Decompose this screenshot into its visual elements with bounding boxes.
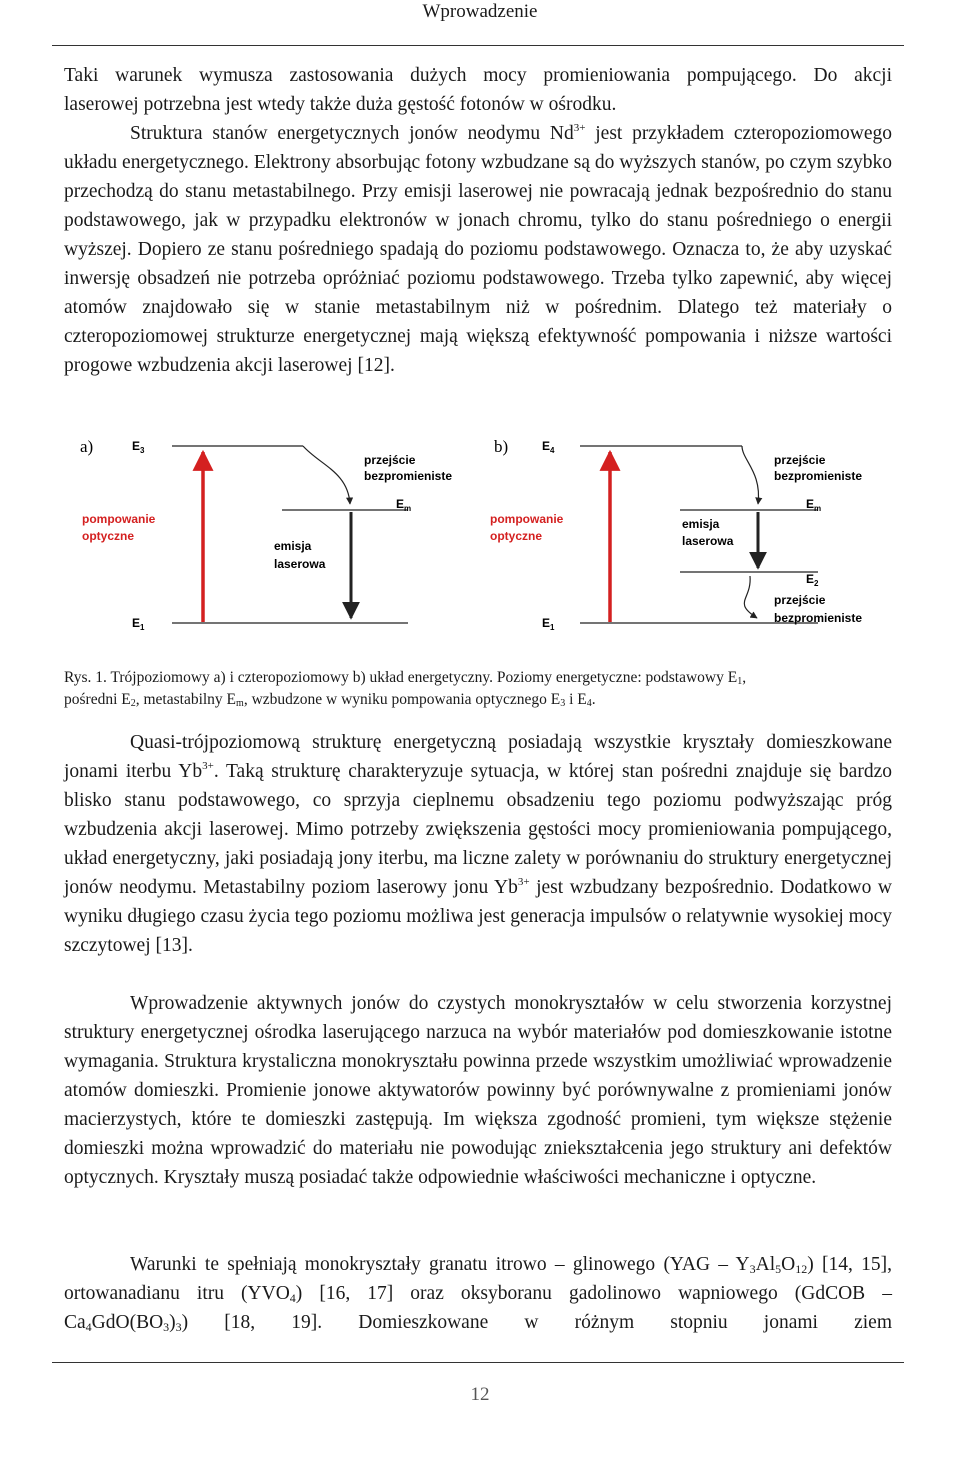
- nonradiative-label-b-2: bezpromieniste: [774, 469, 863, 483]
- pump-label-a-2: optyczne: [82, 529, 135, 543]
- paragraph-3: Quasi-trójpoziomową strukturę energetyczną posiadają wszystkie kryształy domieszkowane jonami iterbu $Yb^{3+}$. Taką strukturę charakteryzuje sytuacja, w której stan pośredni znajduje się bardzo blisko stanu podstawowego, co sprzyja cieplnemu obsadzeniu tego poziomu podwyższając próg wzbudzenia akcji laserowej. Mimo potrzeby zwiększenia gęstości mocy promieniowania pompującego, układ energetyczny, jaki posiadają jony iterbu, ma liczne zalety w porównaniu do struktury energetycznej jonów neodymu. Metastabilny poziom laserowy jonu $Yb^{3+}$ jest wzbudzany bezpośrednio. Dodatkowo w wyniku długiego czasu życia tego poziomu możliwa jest generacja impulsów o relatywnie wysokiej mocy szczytowej [13].: [64, 732, 892, 956]
- emission-label-a-2: laserowa: [274, 557, 326, 571]
- level-e1-label-b: $E_1$: [542, 616, 555, 632]
- paragraph-1: [64, 61, 892, 119]
- nonradiative-label-b-1: przejście: [774, 453, 826, 467]
- paragraph-2: Struktura stanów energetycznych jonów neodymu $Nd^{3+}$ jest przykładem czteropoziomowego układu energetycznego. Elektrony absorbując fotony wzbudzane są do wyższych stanów, po czym szybko przechodzą do stanu metastabilnego. Przy emisji laserowej nie powracają jednak bezpośrednio do stanu podstawowego, jak w przypadku elektronów w jonach chromu, tylko do stanu pośredniego o energii wyższej. Dopiero ze stanu pośredniego spadają do poziomu podstawowego. Oznacza to, że aby uzyskać inwersję obsadzeń nie potrzeba opróżniać poziomu podstawowego. Trzeba tylko zapewnić, aby więcej atomów znajdowało się w stanie metastabilnym niż w pośrednim. Dlatego też materiały o czteropoziomowej strukturze energetycznej mają większą efektywność pompowania i niższe wartości progowe wzbudzenia akcji laserowej [12].: [64, 122, 892, 376]
- diagram-b: [490, 437, 862, 632]
- page-number: 12: [470, 1384, 490, 1405]
- emission-label-b-2: laserowa: [682, 534, 734, 548]
- paragraph-1-line-2: laserowej potrzebna jest wtedy także duża gęstość fotonów w ośrodku.: [64, 94, 617, 115]
- running-header: Wprowadzenie: [422, 1, 538, 22]
- paragraph-1-line-1: Taki warunek wymusza zastosowania dużych mocy promieniowania pompującego. Do akcji: [64, 65, 892, 86]
- emission-label-a-1: emisja: [274, 539, 312, 553]
- energy-level-figure: [0, 430, 960, 650]
- paragraph-5: Warunki te spełniają monokryształy granatu itrowo – glinowego $(YAG - Y_3Al_5O_{12})$ [14, 15], ortowanadianu itru $(YVO_4)$ [16, 17] oraz oksyboranu gadolinowo wapniowego (GdCOB – $Ca_4GdO(BO_3)_3$) [18, 19]. Domieszkowane w różnym stopniu jonami ziem: [64, 1254, 892, 1334]
- diagram-b-label: b): [494, 437, 509, 456]
- pump-label-b-1: pompowanie: [490, 512, 564, 526]
- nonradiative-label-b-4: bezpromieniste: [774, 611, 863, 625]
- nonradiative-label-b-3: przejście: [774, 593, 826, 607]
- nonradiative-label-a-1: przejście: [364, 453, 416, 467]
- pump-label-a: pompowanie: [82, 512, 156, 526]
- diagram-a: [80, 437, 452, 632]
- nonradiative-arrow-b-upper: [742, 446, 759, 504]
- paragraph-4: Wprowadzenie aktywnych jonów do czystych monokryształów w celu stworzenia korzystnej struktury energetycznej ośrodka laserującego narzuca na wybór materiałów pod domieszkowanie istotne wymagania. Struktura krystaliczna monokryształu powinna przede wszystkim umożliwiać wprowadzenie atomów domieszki. Promienie jonowe aktywatorów powinny być porównywalne z promieniami jonów macierzystych, które te domieszki zastępują. Im większa zgodność promieni, tym większe stężenie domieszki można wprowadzić do materiału nie powodując zniekształcenia jego struktury ani defektów optycznych. Kryształy muszą posiadać także odpowiednie właściwości mechaniczne i optyczne.: [64, 993, 892, 1188]
- footer-rule: [52, 1362, 904, 1363]
- nonradiative-arrow-a: [303, 446, 350, 504]
- emission-label-b-1: emisja: [682, 517, 720, 531]
- nonradiative-label-a-2: bezpromieniste: [364, 469, 453, 483]
- level-em-label-a: $E_m$: [396, 497, 412, 513]
- level-e4-label: $E_4$: [542, 439, 555, 455]
- level-em-label-b: $E_m$: [806, 497, 822, 513]
- figure-caption: Rys. 1. Trójpoziomowy a) i czteropoziomowy b) układ energetyczny. Poziomy energetyczne: podstawowy $E_1$, pośredni $E_2$, metastabilny $E_m$, wzbudzone w wyniku pompowania optycznego $E_3$ i $E_4$.: [64, 669, 747, 709]
- pump-label-b-2: optyczne: [490, 529, 543, 543]
- level-e2-label: $E_2$: [806, 572, 819, 588]
- nonradiative-arrow-b-lower: [744, 576, 757, 618]
- level-e3-label: $E_3$: [132, 439, 145, 455]
- header-rule: [52, 45, 904, 46]
- level-e1-label-a: $E_1$: [132, 616, 145, 632]
- diagram-a-label: a): [80, 437, 94, 456]
